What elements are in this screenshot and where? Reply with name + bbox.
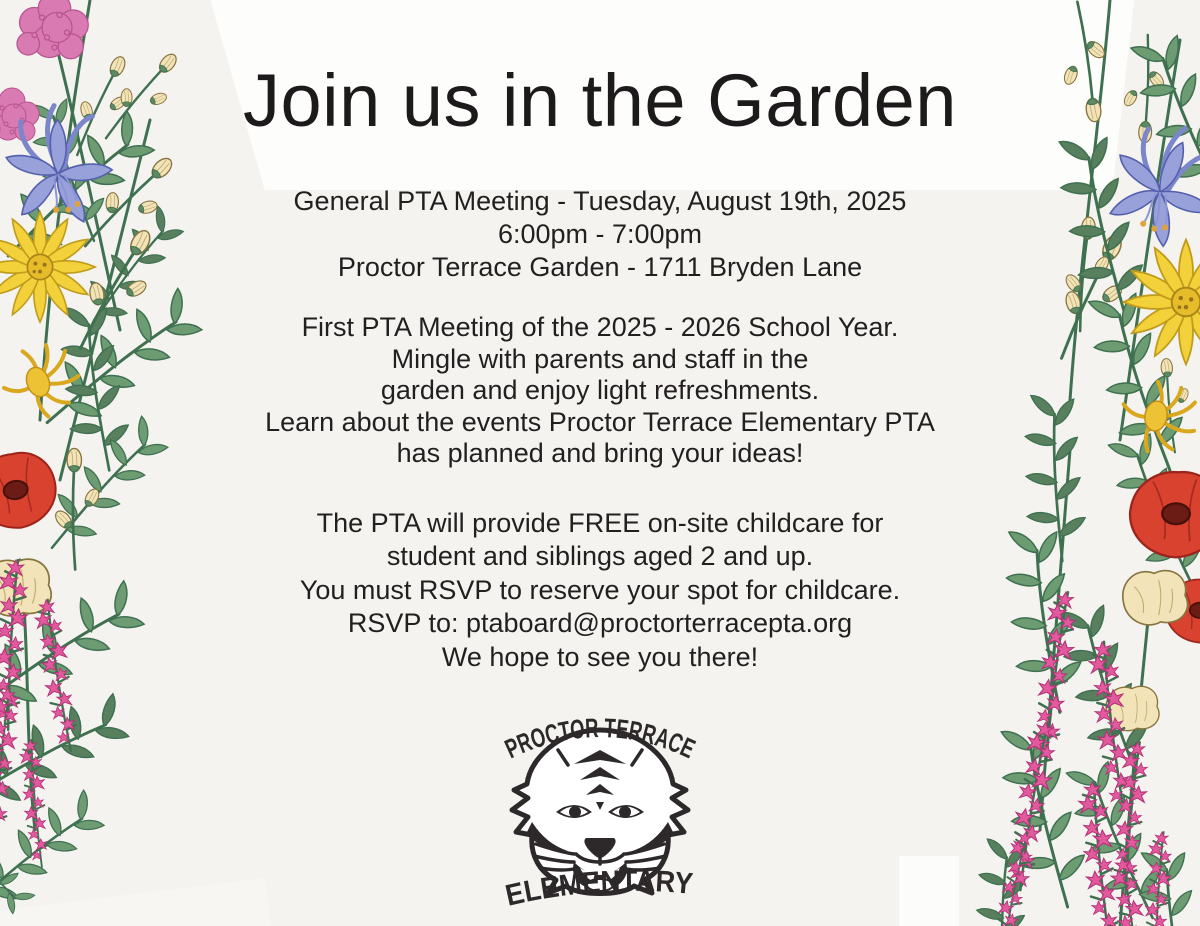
event-details	[180, 185, 1020, 284]
childcare-line: You must RSVP to reserve your spot for childcare.	[299, 574, 901, 605]
event-time-line: 6:00pm - 7:00pm	[497, 219, 703, 250]
intro-line: has planned and bring your ideas!	[396, 438, 804, 469]
event-location-line: Proctor Terrace Garden - 1711 Bryden Lane	[337, 252, 863, 283]
childcare-line: We hope to see you there!	[441, 641, 759, 672]
flyer-content	[180, 0, 1020, 914]
school-logo	[180, 704, 1020, 914]
childcare-line: The PTA will provide FREE on-site childcare for	[316, 507, 884, 538]
intro-paragraph	[180, 312, 1020, 470]
intro-line: Mingle with parents and staff in the	[391, 343, 809, 374]
childcare-paragraph	[180, 507, 1020, 675]
event-date-line: General PTA Meeting - Tuesday, August 19th, 2025	[293, 186, 907, 217]
intro-line: garden and enjoy light refreshments.	[380, 375, 820, 406]
logo-school-name-top: PROCTOR TERRACE	[500, 713, 705, 767]
childcare-line: student and siblings aged 2 and up.	[386, 541, 814, 572]
rsvp-email-line: RSVP to: ptaboard@proctorterracepta.org	[347, 608, 853, 639]
page-title: Join us in the Garden	[243, 59, 957, 142]
intro-line: Learn about the events Proctor Terrace Elementary PTA	[265, 406, 935, 437]
intro-line: First PTA Meeting of the 2025 - 2026 School Year.	[301, 312, 899, 343]
logo-school-name-bottom: ELEMENTARY	[502, 865, 697, 914]
wildcat-logo-image	[480, 704, 720, 914]
